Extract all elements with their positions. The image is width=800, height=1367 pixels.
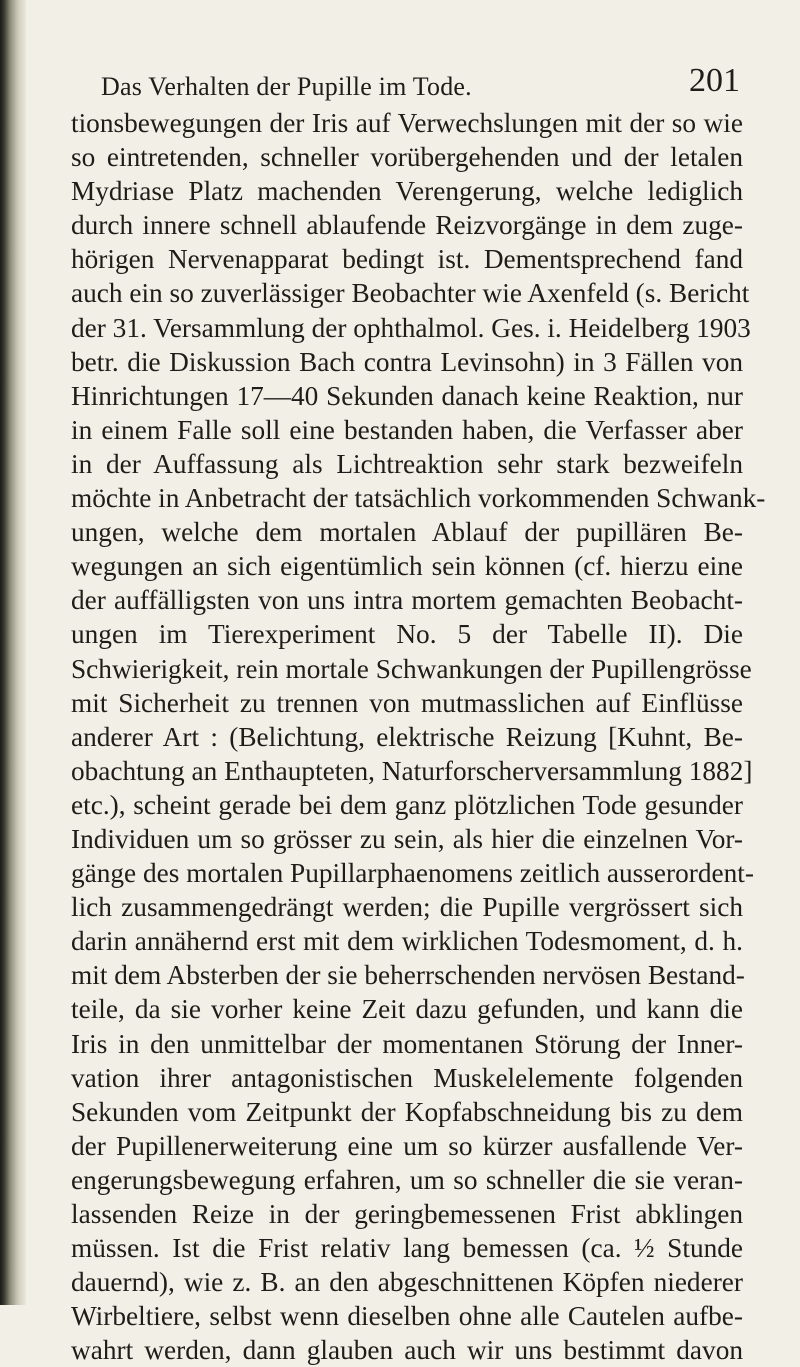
text-line: anderer Art : (Belichtung, elektrische Reizung [Kuhnt, Be- [71,721,743,752]
page-number: 201 [689,62,740,99]
book-gutter-shadow [0,0,26,1305]
text-line: ungen im Tierexperiment No. 5 der Tabelle II). Die [71,619,743,650]
text-line: auch ein so zuverlässiger Beobachter wie Axenfeld (s. Bericht [71,278,750,309]
text-line: mit Sicherheit zu trennen von mutmasslichen auf Einflüsse [71,687,743,718]
text-line: Sekunden vom Zeitpunkt der Kopfabschneidung bis zu dem [71,1096,743,1127]
text-line: gänge des mortalen Pupillarphaenomens zeitlich ausserordent- [71,858,754,889]
text-line: Iris in den unmittelbar der momentanen Störung der Inner- [71,1028,743,1059]
text-line: so eintretenden, schneller vorübergehenden und der letalen [71,142,743,173]
text-line: lich zusammengedrängt werden; die Pupille vergrössert sich [71,892,743,923]
text-line: möchte in Anbetracht der tatsächlich vorkommenden Schwank- [71,483,766,514]
running-head [70,62,740,102]
text-line: der 31. Versammlung der ophthalmol. Ges. i. Heidelberg 1903 [71,312,751,343]
running-title: Das Verhalten der Pupille im Tode. [101,72,472,101]
text-line: darin annähernd erst mit dem wirklichen Todesmoment, d. h. [71,926,743,957]
text-line: vation ihrer antagonistischen Muskelelemente folgenden [71,1062,743,1093]
text-line: etc.), scheint gerade bei dem ganz plötzlichen Tode gesunder [71,789,743,820]
text-line: in einem Falle soll eine bestanden haben, die Verfasser aber [71,414,743,445]
text-line: müssen. Ist die Frist relativ lang bemessen (ca. ½ Stunde [71,1233,743,1264]
text-line: dauernd), wie z. B. an den abgeschnittenen Köpfen niederer [71,1267,743,1298]
text-line: der auffälligsten von uns intra mortem gemachten Beobacht- [71,585,743,616]
text-line: engerungsbewegung erfahren, um so schneller die sie veran- [71,1164,743,1195]
text-line: mit dem Absterben der sie beherrschenden nervösen Bestand- [71,960,745,991]
text-line: in der Auffassung als Lichtreaktion sehr stark bezweifeln [71,448,743,479]
text-line: betr. die Diskussion Bach contra Levinsohn) in 3 Fällen von [71,346,743,377]
text-line: wegungen an sich eigentümlich sein können (cf. hierzu eine [71,551,743,582]
text-line: durch innere schnell ablaufende Reizvorgänge in dem zuge- [71,210,743,241]
text-line: hörigen Nervenapparat bedingt ist. Dementsprechend fand [71,244,743,275]
text-line: teile, da sie vorher keine Zeit dazu gefunden, und kann die [71,994,743,1025]
text-line: der Pupillenerweiterung eine um so kürzer ausfallende Ver- [71,1130,743,1161]
text-line: Mydriase Platz machenden Verengerung, welche lediglich [71,176,743,207]
text-line: obachtung an Enthaupteten, Naturforscherversammlung 1882] [71,755,753,786]
text-line: tionsbewegungen der Iris auf Verwechslungen mit der so wie [71,108,743,138]
body-paragraph [71,106,766,1367]
text-line: wahrt werden, dann glauben auch wir uns bestimmt davon [71,1335,743,1366]
text-line: Individuen um so grösser zu sein, als hier die einzelnen Vor- [71,823,743,854]
text-line: lassenden Reize in der geringbemessenen Frist abklingen [71,1199,743,1229]
text-line: Schwierigkeit, rein mortale Schwankungen der Pupillengrösse [71,653,752,684]
text-line: Hinrichtungen 17—40 Sekunden danach keine Reaktion, nur [71,380,743,411]
text-line: ungen, welche dem mortalen Ablauf der pupillären Be- [71,517,743,548]
text-line: Wirbeltiere, selbst wenn dieselben ohne alle Cautelen aufbe- [71,1301,743,1332]
